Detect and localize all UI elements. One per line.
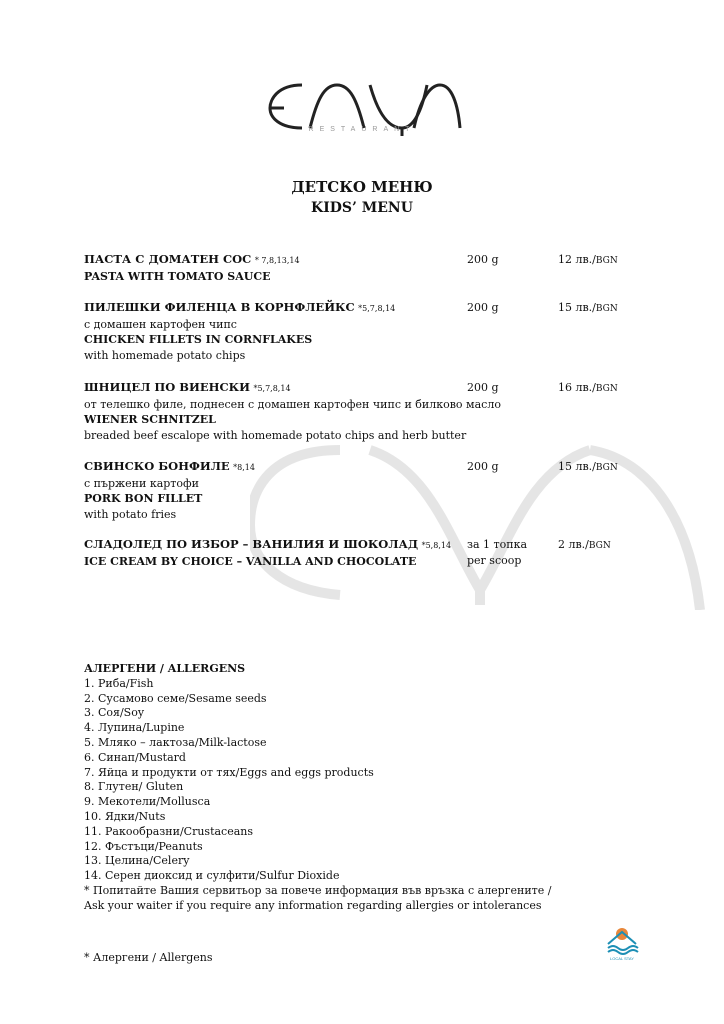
allergen-note-bg: * Попитайте Вашия сервитьор за повече информация във връзка с алергените / — [84, 883, 552, 897]
badge-label: LOCAL STAY — [610, 956, 634, 961]
item-qty: 200 g — [467, 301, 499, 314]
item-name-en: CHICKEN FILLETS IN CORNFLAKES — [84, 333, 313, 346]
allergen-item: 11. Ракообразни/Crustaceans — [84, 824, 254, 838]
item-allergens: * 7,8,13,14 — [254, 256, 300, 265]
item-qty-en: per scoop — [467, 553, 522, 567]
item-desc-bg: с домашен картофен чипс — [84, 317, 237, 331]
allergen-item: 7. Яйца и продукти от тях/Eggs and eggs products — [84, 765, 374, 779]
item-desc-en: breaded beef escalope with homemade potato chips and herb butter — [84, 428, 467, 442]
item-name-en: PASTA WITH TOMATO SAUCE — [84, 269, 271, 283]
item-price: 16 лв./BGN — [558, 381, 618, 394]
item-desc-en: with homemade potato chips — [84, 348, 246, 362]
item-price: 15 лв./BGN — [558, 301, 618, 314]
allergen-item: 10. Ядки/Nuts — [84, 809, 166, 823]
item-price: 12 лв./BGN — [558, 253, 618, 266]
item-price: 15 лв./BGN — [558, 460, 618, 473]
item-allergens: *8,14 — [233, 463, 255, 472]
allergen-item: 6. Синап/Mustard — [84, 750, 186, 764]
allergen-item: 5. Мляко – лактоза/Milk-lactose — [84, 735, 267, 749]
allergen-item: 13. Целина/Celery — [84, 854, 190, 868]
allergen-item: 4. Лупина/Lupine — [84, 721, 185, 735]
item-name-en: PORK BON FILLET — [84, 492, 203, 505]
allergen-item: 14. Серен диоксид и сулфити/Sulfur Dioxide — [84, 869, 340, 883]
allergen-item: 2. Сусамово семе/Sesame seeds — [84, 691, 267, 705]
allergen-item: 9. Мекотели/Mollusca — [84, 795, 211, 809]
allergen-item: 3. Соя/Soy — [84, 706, 145, 720]
logo-subtitle: RESTAURANT — [308, 126, 416, 133]
item-qty — [467, 537, 527, 568]
item-name-bg: СЛАДОЛЕД ПО ИЗБОР – ВАНИЛИЯ И ШОКОЛАД — [84, 537, 419, 551]
item-allergens: *5,7,8,14 — [253, 384, 291, 393]
item-name-bg: СВИНСКО БОНФИЛЕ — [84, 459, 230, 473]
item-name-bg: ПАСТА С ДОМАТЕН СОС — [84, 252, 252, 266]
local-stay-badge-icon — [604, 924, 640, 964]
item-qty: 200 g — [467, 253, 499, 266]
page-title-en: KIDS’ MENU — [311, 200, 413, 216]
allergen-item: 12. Фъстъци/Peanuts — [84, 839, 203, 853]
item-price: 2 лв./BGN — [558, 538, 611, 551]
page-title-bg: ДЕТСКО МЕНЮ — [291, 178, 433, 196]
item-name-en: ICE CREAM BY CHOICE – VANILLA AND CHOCOLATE — [84, 554, 417, 568]
item-name-bg: ШНИЦЕЛ ПО ВИЕНСКИ — [84, 380, 250, 394]
item-name-bg: ПИЛЕШКИ ФИЛЕНЦА В КОРНФЛЕЙКС — [84, 300, 355, 314]
allergens-section — [84, 662, 551, 914]
allergen-item: 1. Риба/Fish — [84, 676, 154, 690]
item-allergens: *5,8,14 — [421, 541, 452, 550]
item-qty: 200 g — [467, 381, 499, 394]
item-qty: 200 g — [467, 460, 499, 473]
item-desc-en: with potato fries — [84, 507, 177, 521]
allergen-note-en: Ask your waiter if you require any information regarding allergies or intolerances — [84, 898, 542, 912]
allergens-footnote: * Алергени / Allergens — [84, 951, 213, 964]
item-desc-bg: от телешко филе, поднесен с домашен картофен чипс и билково масло — [84, 397, 501, 411]
allergens-heading: АЛЕРГЕНИ / ALLERGENS — [84, 662, 246, 675]
item-desc-bg: с пържени картофи — [84, 476, 199, 490]
item-qty-bg: за 1 топка — [467, 538, 528, 551]
item-name-en: WIENER SCHNITZEL — [84, 413, 216, 426]
allergen-item: 8. Глутен/ Gluten — [84, 780, 184, 794]
item-allergens: *5,7,8,14 — [358, 304, 396, 313]
